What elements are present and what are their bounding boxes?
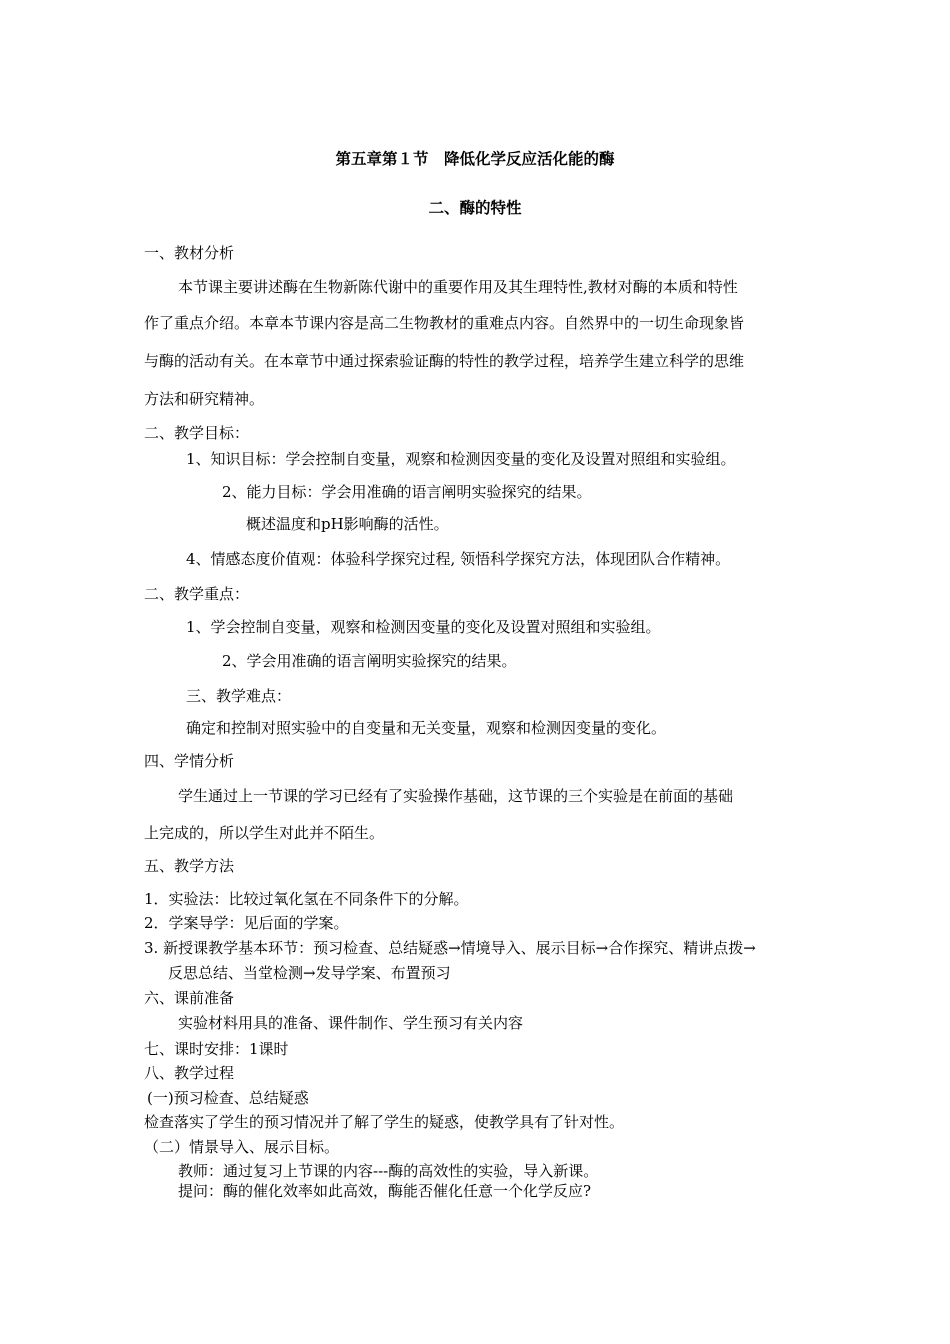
key-point-item: 2、学会用准确的语言阐明实验探究的结果。: [222, 652, 517, 670]
process-subheading: (一)预习检查、总结疑惑: [147, 1089, 309, 1107]
paragraph-line: 学生通过上一节课的学习已经有了实验操作基础，这节课的三个实验是在前面的基础: [178, 787, 734, 805]
document-subtitle: 二、酶的特性: [428, 199, 522, 217]
section-heading-key-points: 二、教学重点：: [144, 585, 250, 603]
section-heading-difficulties: 三、教学难点：: [186, 687, 292, 705]
section-heading-student-analysis: 四、学情分析: [144, 752, 235, 770]
section-heading-material-analysis: 一、教材分析: [144, 244, 235, 262]
goal-item: 概述温度和pH影响酶的活性。: [246, 515, 449, 533]
paragraph-line: 与酶的活动有关。在本章节中通过探索验证酶的特性的教学过程，培养学生建立科学的思维: [144, 352, 745, 370]
method-item-continued: 反思总结、当堂检测→发导学案、布置预习: [168, 964, 451, 982]
goal-item: 4、情感态度价值观：体验科学探究过程, 领悟科学探究方法，体现团队合作精神。: [186, 550, 731, 568]
section-heading-teaching-goals: 二、教学目标：: [144, 424, 250, 442]
method-item: 1．实验法：比较过氧化氢在不同条件下的分解。: [144, 890, 469, 908]
process-subheading: （二）情景导入、展示目标。: [144, 1138, 340, 1156]
goal-item: 2、能力目标：学会用准确的语言阐明实验探究的结果。: [222, 483, 592, 501]
paragraph-line: 实验材料用具的准备、课件制作、学生预习有关内容: [178, 1014, 524, 1032]
method-item: 2．学案导学：见后面的学案。: [144, 914, 349, 932]
paragraph-line: 教师：通过复习上节课的内容---酶的高效性的实验，导入新课。: [178, 1162, 599, 1180]
section-heading-teaching-methods: 五、教学方法: [144, 857, 235, 875]
paragraph-line: 作了重点介绍。本章本节课内容是高二生物教材的重难点内容。自然界中的一切生命现象皆: [144, 314, 745, 332]
paragraph-line: 检查落实了学生的预习情况并了解了学生的疑惑，使教学具有了针对性。: [144, 1113, 625, 1131]
paragraph-line: 本节课主要讲述酶在生物新陈代谢中的重要作用及其生理特性,教材对酶的本质和特性: [178, 278, 738, 296]
paragraph-line: 提问：酶的催化效率如此高效，酶能否催化任意一个化学反应?: [178, 1182, 592, 1200]
paragraph-line: 上完成的，所以学生对此并不陌生。: [144, 824, 385, 842]
section-heading-preparation: 六、课前准备: [144, 989, 235, 1007]
document-title: 第五章第１节 降低化学反应活化能的酶: [335, 150, 615, 168]
paragraph-line: 确定和控制对照实验中的自变量和无关变量，观察和检测因变量的变化。: [186, 719, 667, 737]
paragraph-line: 方法和研究精神。: [144, 390, 265, 408]
key-point-item: 1、学会控制自变量，观察和检测因变量的变化及设置对照组和实验组。: [186, 618, 661, 636]
method-item: 3. 新授课教学基本环节：预习检查、总结疑惑→情境导入、展示目标→合作探究、精讲点拨→: [144, 939, 756, 957]
section-heading-schedule: 七、课时安排：1课时: [144, 1040, 289, 1058]
goal-item: 1、知识目标：学会控制自变量，观察和检测因变量的变化及设置对照组和实验组。: [186, 450, 736, 468]
section-heading-process: 八、教学过程: [144, 1064, 235, 1082]
